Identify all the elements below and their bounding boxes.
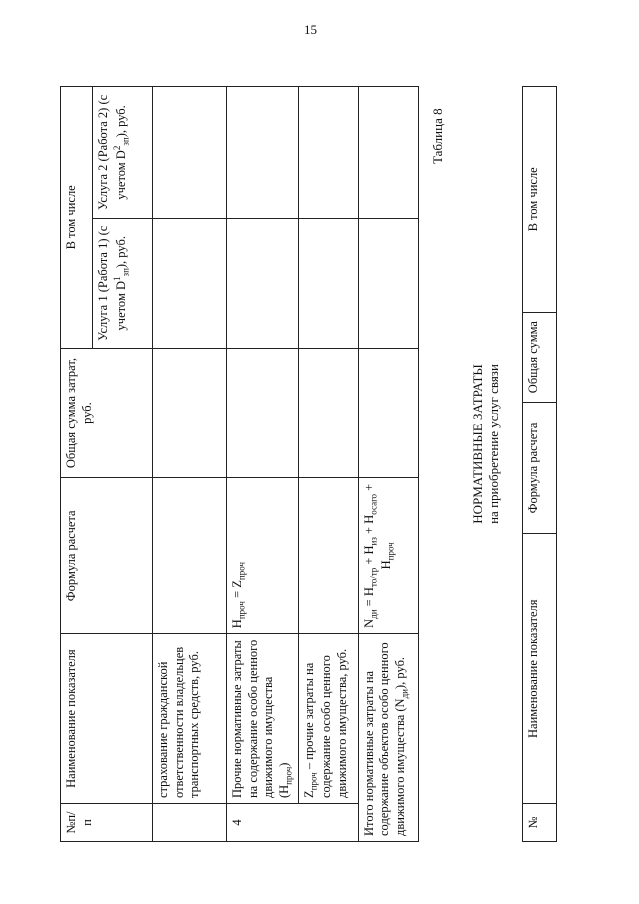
table-cont: [60, 86, 419, 842]
section-title-main: НОРМАТИВНЫЕ ЗАТРАТЫ: [470, 364, 485, 524]
section-subtitle: на приобретение услуг связи: [486, 364, 501, 524]
cell-name-4: Прочие нормативные затраты на содержание особо ценного движимого имущества $(Н_{проч})$: [227, 634, 299, 804]
cell-s2: [153, 87, 227, 219]
t8-header-incl: В том числе: [523, 87, 557, 313]
table8-label: Таблица 8: [430, 108, 445, 164]
cell-total-4: [227, 348, 299, 478]
cell-name-4b: $Z_{проч}$ – прочие затраты на содержание особо ценного движимого имущества, руб.: [298, 634, 358, 804]
cell-name-total: Итого нормативные затраты на содержание объектов особо ценного движимого имущества $(N_{ди})$, руб.: [358, 634, 418, 842]
cell-total-4b: [298, 348, 358, 478]
header-incl: В том числе: [61, 87, 93, 349]
cell-s2-4b: [298, 87, 358, 219]
page-number: 15: [304, 22, 317, 37]
cell-s1-total: [358, 218, 418, 348]
cell-num-4: 4: [227, 804, 359, 842]
header-service1: Услуга 1 (Работа 1) (с учетом $D^1_{зп}$), руб.: [93, 218, 153, 348]
cell-name: страхование гражданской ответственности владельцев транспортных средств, руб.: [153, 634, 227, 804]
t8-header-name: Наименование показателя: [523, 534, 557, 804]
cell-total-total: [358, 348, 418, 478]
cell-s1: [153, 218, 227, 348]
header-formula: Формула расчета: [61, 478, 153, 634]
cell-s2-total: [358, 87, 418, 219]
cell-formula-4b: [298, 478, 358, 634]
table-8: [522, 86, 557, 842]
cell-formula-total: $N_{ди} = Н_{то/тр} + Н_{из} + Н_{осаго} + Н_{проч}$: [358, 478, 418, 634]
header-service2: Услуга 2 (Работа 2) (с учетом $D^2_{зп}$), руб.: [93, 87, 153, 219]
header-num: №п/п: [61, 804, 153, 842]
cell-s1-4b: [298, 218, 358, 348]
cell-formula: [153, 478, 227, 634]
t8-header-total: Общая сумма: [523, 312, 557, 402]
t8-header-num: №: [523, 804, 557, 842]
header-total: Общая сумма затрат, руб.: [61, 348, 153, 478]
cell-num: [153, 804, 227, 842]
t8-header-formula: Формула расчета: [523, 402, 557, 534]
cell-s2-4: [227, 87, 299, 219]
header-name: Наименование показателя: [61, 634, 153, 804]
cell-formula-4: $Н_{проч} = Z_{проч}$: [227, 478, 299, 634]
section-title: [470, 284, 502, 604]
cell-total: [153, 348, 227, 478]
cell-s1-4: [227, 218, 299, 348]
